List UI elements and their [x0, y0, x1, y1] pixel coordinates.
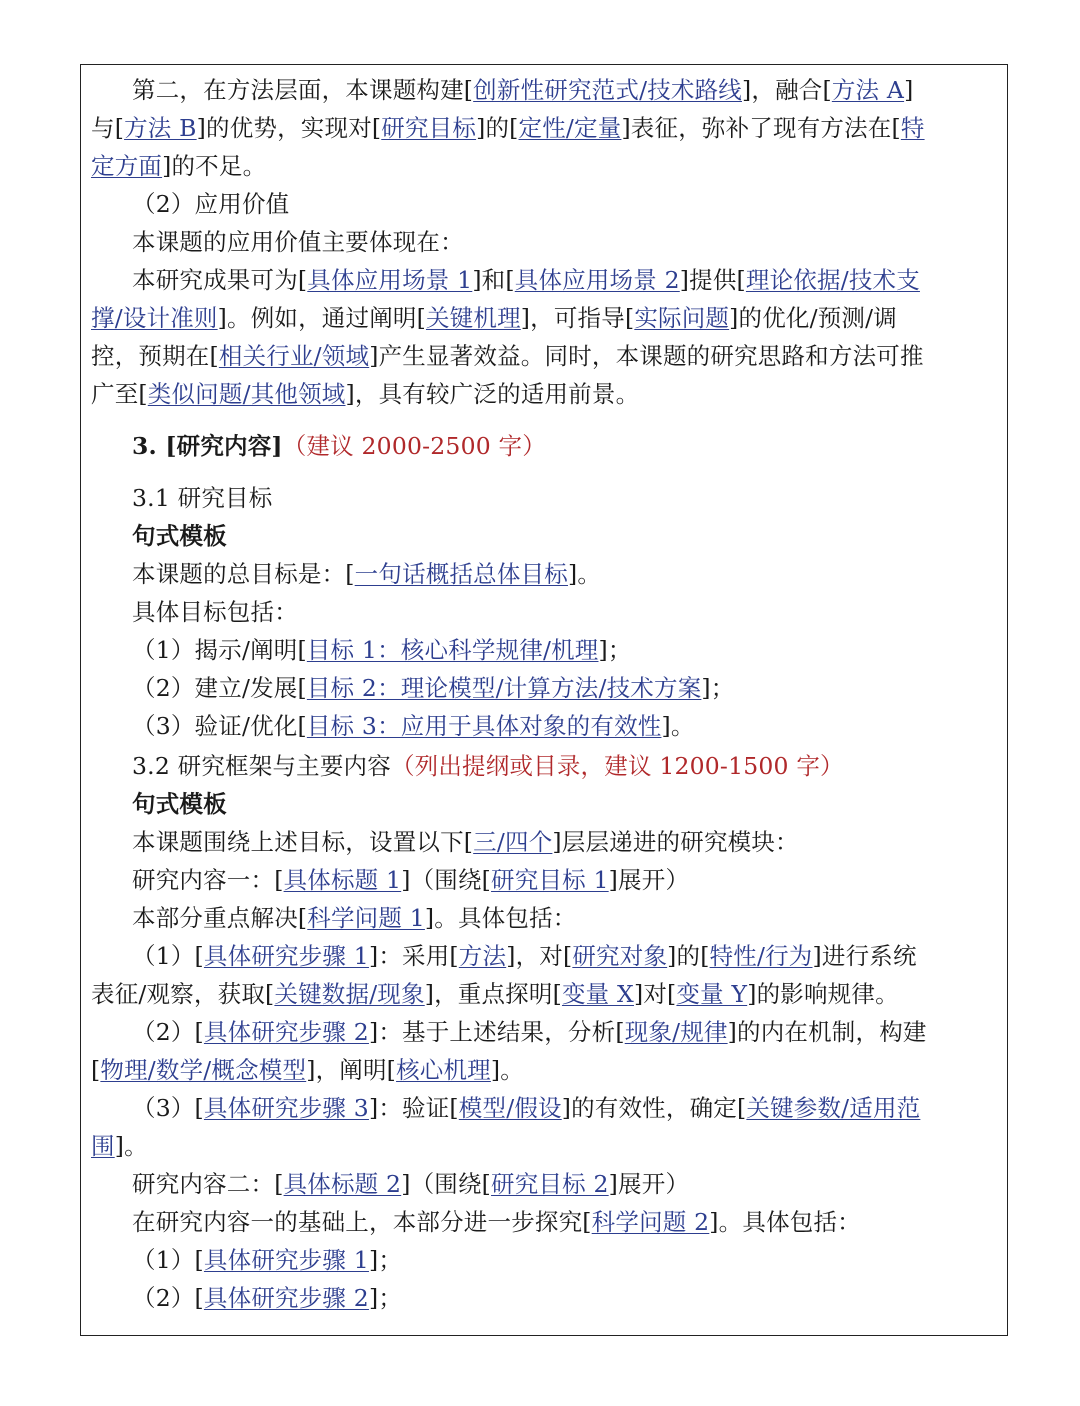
- text: 控，预期在[: [91, 342, 219, 370]
- placeholder: 一句话概括总体目标: [354, 560, 568, 588]
- section-3-heading: [91, 427, 1001, 465]
- text: ]的内在机制，构建: [727, 1018, 927, 1046]
- placeholder: 具体研究步骤 2: [203, 1018, 369, 1046]
- placeholder: 关键数据/现象: [274, 980, 425, 1008]
- text: ]。: [114, 1132, 148, 1160]
- placeholder: 具体研究步骤 1: [203, 942, 369, 970]
- placeholder: 方法: [458, 942, 507, 970]
- text: ]和[: [472, 266, 515, 294]
- placeholder: 变量 X: [561, 980, 634, 1008]
- text: 本课题的总目标是：[: [132, 560, 355, 588]
- text: （1）[: [132, 1246, 204, 1274]
- document-frame: [80, 64, 1008, 1336]
- content-1-title: [91, 861, 1001, 899]
- text: 本课题围绕上述目标，设置以下[: [132, 828, 474, 856]
- text: ]层层递进的研究模块：: [552, 828, 799, 856]
- text: ]。: [490, 1056, 524, 1084]
- method-para-line-3: [91, 147, 1001, 185]
- text: ]，阐明[: [306, 1056, 397, 1084]
- placeholder: 具体研究步骤 1: [203, 1246, 369, 1274]
- text: ]，融合[: [742, 76, 832, 104]
- method-para-line-2: [91, 109, 1001, 147]
- text: ]的优化/预测/调: [729, 304, 897, 332]
- template-label: 句式模板: [132, 522, 227, 550]
- placeholder: 定方面: [91, 152, 163, 180]
- placeholder: 方法 A: [831, 76, 905, 104]
- placeholder: 围: [91, 1132, 115, 1160]
- placeholder: 理论依据/技术支: [745, 266, 920, 294]
- content-1-step-2-line-1: [91, 1013, 1001, 1051]
- app-value-title: （2）应用价值: [132, 190, 290, 218]
- content-1-step-3-line-1: [91, 1089, 1001, 1127]
- text: ]的优势，实现对[: [196, 114, 382, 142]
- content-1-step-1-line-2: [91, 975, 1001, 1013]
- text: ]。: [661, 712, 695, 740]
- text: （2）[: [132, 1284, 204, 1312]
- text: ]产生显著效益。同时，本课题的研究思路和方法可推: [369, 342, 924, 370]
- placeholder: 科学问题 2: [591, 1208, 710, 1236]
- placeholder: 实际问题: [634, 304, 730, 332]
- placeholder: 科学问题 1: [307, 904, 425, 932]
- content-1-step-3-line-2: [91, 1127, 1001, 1165]
- placeholder: 具体标题 2: [283, 1170, 402, 1198]
- text: ]；: [368, 1284, 403, 1312]
- placeholder: 核心机理: [396, 1056, 491, 1084]
- placeholder: 目标 1：核心科学规律/机理: [306, 636, 599, 664]
- text: ]；: [598, 636, 632, 664]
- placeholder: 变量 Y: [676, 980, 748, 1008]
- text: ]提供[: [679, 266, 746, 294]
- placeholder: 研究目标 2: [491, 1170, 609, 1198]
- text: 与[: [91, 114, 125, 142]
- text: ]，可指导[: [520, 304, 635, 332]
- text: 在研究内容一的基础上，本部分进一步探究[: [132, 1208, 592, 1236]
- text: ]的[: [667, 942, 710, 970]
- section-title: 3.2 研究框架与主要内容: [132, 752, 391, 780]
- content-1-step-2-line-2: [91, 1051, 1001, 1089]
- text: [: [91, 1056, 101, 1084]
- placeholder: 定性/定量: [518, 114, 622, 142]
- placeholder: 关键机理: [425, 304, 521, 332]
- app-para-line-4: [91, 375, 1001, 413]
- text: 广至[: [91, 380, 148, 408]
- text: ]（围绕[: [401, 1170, 492, 1198]
- placeholder: 物理/数学/概念模型: [100, 1056, 307, 1084]
- placeholder: 模型/假设: [458, 1094, 562, 1122]
- text: ]。具体包括：: [424, 904, 577, 932]
- section-3-1-title: 3.1 研究目标: [132, 484, 273, 512]
- text: ]展开）: [608, 1170, 690, 1198]
- placeholder: 特: [900, 114, 925, 142]
- text: ]的有效性，确定[: [561, 1094, 747, 1122]
- goal-item-3: [91, 707, 1001, 745]
- app-value-intro: 本课题的应用价值主要体现在：: [132, 228, 464, 256]
- text: ]：采用[: [368, 942, 459, 970]
- text: 本部分重点解决[: [132, 904, 308, 932]
- text: ]。例如，通过阐明[: [217, 304, 426, 332]
- text: ]: [904, 76, 914, 104]
- placeholder: 方法 B: [124, 114, 197, 142]
- placeholder: 现象/规律: [624, 1018, 728, 1046]
- placeholder: 具体应用场景 2: [514, 266, 680, 294]
- text: （2）[: [132, 1018, 204, 1046]
- content-2-intro: [91, 1203, 1001, 1241]
- placeholder: 研究目标: [381, 114, 477, 142]
- content-1-step-1-line-1: [91, 937, 1001, 975]
- text: ]的[: [476, 114, 519, 142]
- text: （2）建立/发展[: [132, 674, 307, 702]
- method-para-line-1: [91, 71, 1001, 109]
- text: ]进行系统: [812, 942, 917, 970]
- word-count-note: （列出提纲或目录，建议 1200-1500 字）: [390, 752, 844, 780]
- text: ]。: [567, 560, 602, 588]
- goal-item-1: [91, 631, 1001, 669]
- text: （3）[: [132, 1094, 204, 1122]
- placeholder: 创新性研究范式/技术路线: [473, 76, 742, 104]
- specific-goals-intro: 具体目标包括：: [132, 598, 298, 626]
- text: ]：验证[: [368, 1094, 459, 1122]
- placeholder: 具体标题 1: [283, 866, 402, 894]
- placeholder: 研究目标 1: [491, 866, 609, 894]
- text: （3）验证/优化[: [132, 712, 307, 740]
- text: 第二，在方法层面，本课题构建[: [132, 76, 474, 104]
- text: ]；: [701, 674, 735, 702]
- content-2-step-2: [91, 1279, 1001, 1317]
- section-3-2-title: [91, 747, 1001, 785]
- template-label: 句式模板: [132, 790, 227, 818]
- app-para-line-3: [91, 337, 1001, 375]
- content-1-intro: [91, 899, 1001, 937]
- placeholder: 具体研究步骤 2: [203, 1284, 369, 1312]
- text: 研究内容二：[: [132, 1170, 284, 1198]
- placeholder: 特性/行为: [709, 942, 813, 970]
- placeholder: 目标 2：理论模型/计算方法/技术方案: [306, 674, 702, 702]
- text: 研究内容一：[: [132, 866, 284, 894]
- placeholder: 具体研究步骤 3: [203, 1094, 369, 1122]
- text: 表征/观察，获取[: [91, 980, 275, 1008]
- word-count-note: （建议 2000-2500 字）: [282, 432, 546, 460]
- text: ]，具有较广泛的适用前景。: [345, 380, 640, 408]
- placeholder: 三/四个: [473, 828, 553, 856]
- text: ]的影响规律。: [747, 980, 899, 1008]
- placeholder: 撑/设计准则: [91, 304, 218, 332]
- placeholder: 相关行业/领域: [218, 342, 370, 370]
- overall-goal: [91, 555, 1001, 593]
- app-para-line-2: [91, 299, 1001, 337]
- text: ]，对[: [506, 942, 573, 970]
- section-title: 3. [研究内容]: [132, 432, 283, 460]
- content-2-title: [91, 1165, 1001, 1203]
- document-body: [91, 71, 1001, 1317]
- text: ]，重点探明[: [424, 980, 562, 1008]
- placeholder: 具体应用场景 1: [307, 266, 473, 294]
- text: ]展开）: [608, 866, 690, 894]
- text: ]：基于上述结果，分析[: [368, 1018, 625, 1046]
- text: ]；: [368, 1246, 403, 1274]
- placeholder: 关键参数/适用范: [746, 1094, 921, 1122]
- app-para-line-1: [91, 261, 1001, 299]
- text: ]对[: [633, 980, 677, 1008]
- placeholder: 研究对象: [572, 942, 668, 970]
- text: ]（围绕[: [401, 866, 492, 894]
- text: 本研究成果可为[: [132, 266, 308, 294]
- goal-item-2: [91, 669, 1001, 707]
- placeholder: 目标 3：应用于具体对象的有效性: [306, 712, 662, 740]
- framework-intro: [91, 823, 1001, 861]
- text: ]表征，弥补了现有方法在[: [621, 114, 901, 142]
- text: （1）[: [132, 942, 204, 970]
- text: （1）揭示/阐明[: [132, 636, 307, 664]
- placeholder: 类似问题/其他领域: [147, 380, 346, 408]
- text: ]。具体包括：: [709, 1208, 861, 1236]
- content-2-step-1: [91, 1241, 1001, 1279]
- text: ]的不足。: [162, 152, 267, 180]
